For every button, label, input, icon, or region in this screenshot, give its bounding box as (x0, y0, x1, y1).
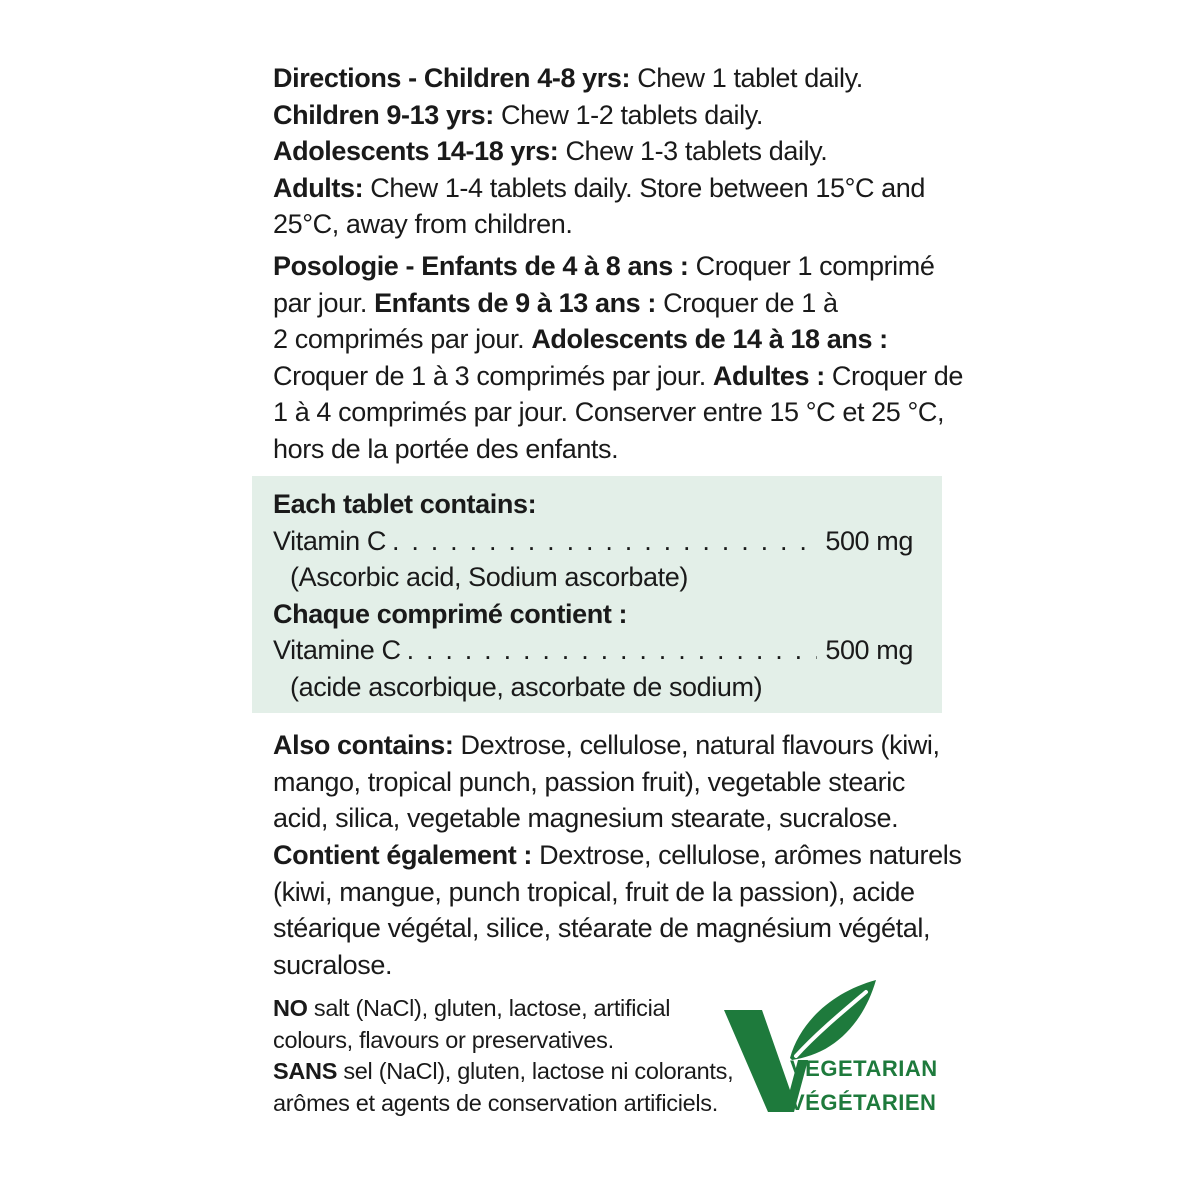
ingredient-amount: 500 mg (825, 525, 913, 556)
directions-section (273, 60, 933, 243)
free-from-sans-label: SANS (273, 1058, 338, 1085)
also-contains-line: mango, tropical punch, passion fruit), vegetable stearic (273, 766, 905, 797)
ingredient-row-fr (273, 632, 913, 669)
directions-children-9-13-label: Children 9-13 yrs: (273, 99, 494, 130)
directions-storage-text: 25°C, away from children. (273, 209, 573, 240)
posologie-adultes-text: Croquer de (824, 360, 964, 391)
posologie-text: 1 à 4 comprimés par jour. Conserver entre 15 °C et 25 °C, (273, 397, 945, 428)
posologie-enfants-9-13-text: Croquer de 1 à (655, 287, 838, 318)
dot-leader (407, 632, 818, 669)
posologie-adultes-label: Adultes : (712, 360, 825, 391)
free-from-line: colours, flavours or preservatives. (273, 1026, 614, 1053)
free-from-section (273, 993, 734, 1119)
directions-adults-text: Chew 1-4 tablets daily. Store between 15°C and (363, 172, 926, 203)
free-from-line: arômes et agents de conservation artificiels. (273, 1089, 718, 1116)
ingredient-name: Vitamine C (273, 635, 401, 666)
directions-line (273, 60, 933, 97)
ingredient-name: Vitamin C (273, 525, 386, 556)
ingredient-amount: 500 mg (825, 635, 913, 666)
posologie-line (273, 394, 945, 431)
also-contains-line (273, 727, 940, 764)
free-from-no-label: NO (273, 995, 308, 1021)
contient-label: Contient également : (273, 840, 533, 870)
directions-line (273, 133, 933, 170)
directions-children-4-8-label: Directions - Children 4-8 yrs: (273, 63, 631, 93)
also-contains-section (273, 727, 940, 837)
directions-line (273, 170, 933, 207)
directions-adolescents-label: Adolescents 14-18 yrs: (273, 136, 559, 167)
dot-leader (392, 523, 817, 560)
posologie-text: par jour. (273, 287, 375, 318)
posologie-text: Croquer de 1 à 3 comprimés par jour. (273, 360, 713, 391)
contient-line (273, 837, 962, 874)
contient-text: Dextrose, cellulose, arômes naturels (532, 840, 962, 870)
posologie-line (273, 285, 933, 322)
directions-children-9-13-text: Chew 1-2 tablets daily. (493, 99, 763, 130)
posologie-line (273, 321, 933, 358)
also-contains-line: acid, silica, vegetable magnesium stearate, sucralose. (273, 803, 899, 834)
directions-adolescents-text: Chew 1-3 tablets daily. (558, 136, 828, 167)
posologie-text: 2 comprimés par jour. (273, 324, 532, 355)
posologie-enfants-4-8-text: Croquer 1 comprimé (688, 251, 935, 281)
free-from-line (273, 1056, 734, 1088)
directions-adults-label: Adults: (273, 172, 364, 203)
directions-children-4-8-text: Chew 1 tablet daily. (630, 63, 863, 93)
contient-line: stéarique végétal, silice, stéarate de magnésium végétal, (273, 913, 931, 944)
vegetarian-label-fr: VÉGÉTARIEN (790, 1090, 937, 1115)
ingredient-source-en: (Ascorbic acid, Sodium ascorbate) (290, 562, 688, 593)
posologie-line (273, 431, 933, 468)
also-contains-label: Also contains: (273, 730, 454, 760)
contient-line: sucralose. (273, 949, 393, 980)
also-contains-text: Dextrose, cellulose, natural flavours (kiwi, (453, 730, 940, 760)
ingredient-row-en (273, 523, 913, 560)
directions-line (273, 206, 933, 243)
contient-line: (kiwi, mangue, punch tropical, fruit de la passion), acide (273, 876, 915, 907)
contents-heading-en: Each tablet contains: (273, 489, 537, 519)
free-from-text: sel (NaCl), gluten, lactose ni colorants, (337, 1058, 734, 1085)
posologie-text: hors de la portée des enfants. (273, 433, 619, 464)
directions-line (273, 97, 933, 134)
posologie-line (273, 248, 933, 285)
contents-heading-fr: Chaque comprimé contient : (273, 598, 628, 629)
contents-section (273, 486, 933, 706)
posologie-section (273, 248, 964, 468)
posologie-enfants-9-13-label: Enfants de 9 à 13 ans : (374, 287, 656, 318)
free-from-text: salt (NaCl), gluten, lactose, artificial (307, 995, 671, 1021)
posologie-adolescents-label: Adolescents de 14 à 18 ans : (531, 324, 888, 355)
posologie-line (273, 358, 964, 395)
ingredient-source-fr: (acide ascorbique, ascorbate de sodium) (290, 671, 763, 702)
vegetarian-label-en: VEGETARIAN (790, 1056, 938, 1081)
free-from-line (273, 993, 713, 1025)
posologie-enfants-4-8-label: Posologie - Enfants de 4 à 8 ans : (273, 251, 689, 281)
